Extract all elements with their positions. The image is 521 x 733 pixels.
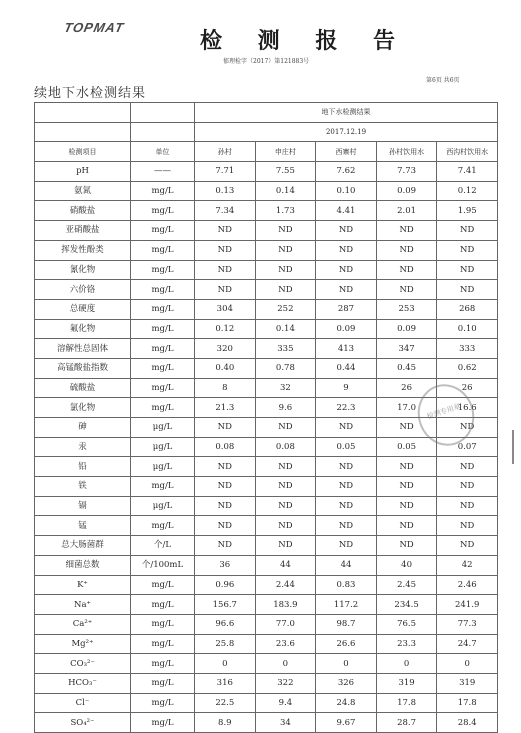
unit-cell: mg/L <box>131 614 195 634</box>
unit-cell: mg/L <box>131 240 195 260</box>
value-cell: 16.6 <box>437 398 498 418</box>
value-cell: 44 <box>316 555 377 575</box>
value-cell: 0.08 <box>195 437 256 457</box>
value-cell: 76.5 <box>376 614 437 634</box>
value-cell: 2.44 <box>255 575 316 595</box>
value-cell: 2.46 <box>437 575 498 595</box>
value-cell: 0.62 <box>437 358 498 378</box>
value-cell: ND <box>376 221 437 241</box>
value-cell: 0.10 <box>437 319 498 339</box>
value-cell: 2.45 <box>376 575 437 595</box>
value-cell: 34 <box>255 713 316 733</box>
sample-date: 2017.12.19 <box>195 122 498 142</box>
value-cell: ND <box>255 536 316 556</box>
value-cell: 234.5 <box>376 595 437 615</box>
item-cell: 溶解性总固体 <box>35 339 131 359</box>
column-header-item: 检测项目 <box>35 142 131 162</box>
value-cell: 96.6 <box>195 614 256 634</box>
table-row <box>35 713 498 733</box>
table-blank-cell <box>131 122 195 142</box>
value-cell: ND <box>376 496 437 516</box>
unit-cell: mg/L <box>131 358 195 378</box>
unit-cell: mg/L <box>131 654 195 674</box>
value-cell: 0.09 <box>316 319 377 339</box>
value-cell: 7.34 <box>195 201 256 221</box>
value-cell: 17.8 <box>376 693 437 713</box>
item-cell: HCO₃⁻ <box>35 673 131 693</box>
value-cell: ND <box>255 280 316 300</box>
value-cell: ND <box>437 221 498 241</box>
value-cell: ND <box>195 221 256 241</box>
table-row <box>35 240 498 260</box>
value-cell: ND <box>437 240 498 260</box>
value-cell: ND <box>376 457 437 477</box>
value-cell: ND <box>376 260 437 280</box>
value-cell: 2.01 <box>376 201 437 221</box>
unit-cell: mg/L <box>131 575 195 595</box>
value-cell: 0.12 <box>195 319 256 339</box>
value-cell: 0.08 <box>255 437 316 457</box>
item-cell: 挥发性酚类 <box>35 240 131 260</box>
value-cell: 253 <box>376 299 437 319</box>
table-row <box>35 457 498 477</box>
value-cell: 268 <box>437 299 498 319</box>
unit-cell: mg/L <box>131 398 195 418</box>
table-row <box>35 516 498 536</box>
item-cell: pH <box>35 162 131 182</box>
value-cell: ND <box>376 418 437 438</box>
value-cell: 0.09 <box>376 319 437 339</box>
value-cell: 413 <box>316 339 377 359</box>
value-cell: ND <box>437 418 498 438</box>
value-cell: ND <box>195 457 256 477</box>
table-row <box>35 181 498 201</box>
item-cell: 细菌总数 <box>35 555 131 575</box>
column-header-site: 西沟村饮用水 <box>437 142 498 162</box>
table-row <box>35 260 498 280</box>
table-blank-cell <box>131 103 195 123</box>
table-row <box>35 575 498 595</box>
unit-cell: mg/L <box>131 339 195 359</box>
column-header-site: 孙村饮用水 <box>376 142 437 162</box>
item-cell: Mg²⁺ <box>35 634 131 654</box>
item-cell: 硝酸盐 <box>35 201 131 221</box>
value-cell: 0.10 <box>316 181 377 201</box>
value-cell: ND <box>255 496 316 516</box>
value-cell: 23.3 <box>376 634 437 654</box>
value-cell: ND <box>316 536 377 556</box>
value-cell: 326 <box>316 673 377 693</box>
value-cell: 17.0 <box>376 398 437 418</box>
value-cell: 0.09 <box>376 181 437 201</box>
unit-cell: —— <box>131 162 195 182</box>
unit-cell: mg/L <box>131 634 195 654</box>
unit-cell: mg/L <box>131 477 195 497</box>
unit-cell: μg/L <box>131 457 195 477</box>
value-cell: ND <box>255 457 316 477</box>
value-cell: ND <box>437 536 498 556</box>
item-cell: 锰 <box>35 516 131 536</box>
table-row <box>35 595 498 615</box>
value-cell: 98.7 <box>316 614 377 634</box>
value-cell: 0.12 <box>437 181 498 201</box>
value-cell: 26 <box>437 378 498 398</box>
item-cell: 总大肠菌群 <box>35 536 131 556</box>
report-number: 郁理检字（2017）第121883号 <box>223 58 310 65</box>
value-cell: 156.7 <box>195 595 256 615</box>
item-cell: 汞 <box>35 437 131 457</box>
value-cell: 117.2 <box>316 595 377 615</box>
value-cell: 28.7 <box>376 713 437 733</box>
unit-cell: mg/L <box>131 319 195 339</box>
unit-cell: μg/L <box>131 496 195 516</box>
value-cell: ND <box>316 418 377 438</box>
value-cell: 335 <box>255 339 316 359</box>
table-row <box>35 673 498 693</box>
unit-cell: mg/L <box>131 181 195 201</box>
value-cell: ND <box>437 457 498 477</box>
value-cell: ND <box>255 240 316 260</box>
value-cell: ND <box>255 260 316 280</box>
value-cell: 322 <box>255 673 316 693</box>
value-cell: 0.07 <box>437 437 498 457</box>
column-header-site: 西寨村 <box>316 142 377 162</box>
value-cell: ND <box>195 536 256 556</box>
item-cell: 氰化物 <box>35 260 131 280</box>
unit-cell: mg/L <box>131 299 195 319</box>
value-cell: ND <box>376 536 437 556</box>
value-cell: 0 <box>376 654 437 674</box>
column-header-unit: 单位 <box>131 142 195 162</box>
item-cell: 铅 <box>35 457 131 477</box>
unit-cell: 个/L <box>131 536 195 556</box>
unit-cell: mg/L <box>131 693 195 713</box>
value-cell: 22.5 <box>195 693 256 713</box>
value-cell: ND <box>316 516 377 536</box>
table-row <box>35 555 498 575</box>
value-cell: 44 <box>255 555 316 575</box>
item-cell: 六价铬 <box>35 280 131 300</box>
value-cell: 4.41 <box>316 201 377 221</box>
value-cell: 0 <box>316 654 377 674</box>
table-row <box>35 162 498 182</box>
item-cell: K⁺ <box>35 575 131 595</box>
unit-cell: mg/L <box>131 221 195 241</box>
table-row <box>35 280 498 300</box>
section-title: 续地下水检测结果 <box>34 86 147 101</box>
table-row <box>35 496 498 516</box>
item-cell: 氨氮 <box>35 181 131 201</box>
value-cell: 1.95 <box>437 201 498 221</box>
value-cell: 316 <box>195 673 256 693</box>
value-cell: 8 <box>195 378 256 398</box>
value-cell: ND <box>255 477 316 497</box>
value-cell: 333 <box>437 339 498 359</box>
page-number: 第6页 共6页 <box>426 77 460 84</box>
value-cell: 28.4 <box>437 713 498 733</box>
value-cell: 32 <box>255 378 316 398</box>
value-cell: ND <box>316 280 377 300</box>
value-cell: 304 <box>195 299 256 319</box>
value-cell: 319 <box>376 673 437 693</box>
table-row <box>35 358 498 378</box>
table-row <box>35 477 498 497</box>
column-header-site: 孙村 <box>195 142 256 162</box>
value-cell: 0 <box>437 654 498 674</box>
value-cell: 0.78 <box>255 358 316 378</box>
value-cell: ND <box>316 457 377 477</box>
value-cell: 25.8 <box>195 634 256 654</box>
value-cell: ND <box>316 260 377 280</box>
table-blank-cell <box>35 122 131 142</box>
value-cell: ND <box>316 240 377 260</box>
table-row <box>35 221 498 241</box>
value-cell: ND <box>316 477 377 497</box>
unit-cell: mg/L <box>131 280 195 300</box>
value-cell: 22.3 <box>316 398 377 418</box>
item-cell: 总硬度 <box>35 299 131 319</box>
item-cell: 氟化物 <box>35 319 131 339</box>
item-cell: 亚硝酸盐 <box>35 221 131 241</box>
report-title: 检 测 报 告 <box>200 28 409 54</box>
value-cell: 9.4 <box>255 693 316 713</box>
value-cell: 319 <box>437 673 498 693</box>
unit-cell: μg/L <box>131 418 195 438</box>
value-cell: 0.05 <box>376 437 437 457</box>
table-row <box>35 339 498 359</box>
unit-cell: mg/L <box>131 673 195 693</box>
unit-cell: mg/L <box>131 378 195 398</box>
table-row <box>35 536 498 556</box>
value-cell: ND <box>316 221 377 241</box>
table-row <box>35 201 498 221</box>
value-cell: ND <box>376 280 437 300</box>
table-row <box>35 693 498 713</box>
value-cell: 0.40 <box>195 358 256 378</box>
value-cell: ND <box>437 516 498 536</box>
value-cell: 241.9 <box>437 595 498 615</box>
value-cell: ND <box>437 280 498 300</box>
value-cell: ND <box>195 280 256 300</box>
value-cell: ND <box>195 496 256 516</box>
value-cell: ND <box>316 496 377 516</box>
column-header-site: 申庄村 <box>255 142 316 162</box>
inspection-seal-stamp: 检测专用章 <box>410 377 482 453</box>
value-cell: ND <box>376 516 437 536</box>
item-cell: 镉 <box>35 496 131 516</box>
table-row <box>35 614 498 634</box>
item-cell: 硫酸盐 <box>35 378 131 398</box>
value-cell: 77.3 <box>437 614 498 634</box>
item-cell: 氯化物 <box>35 398 131 418</box>
value-cell: 17.8 <box>437 693 498 713</box>
value-cell: 0.13 <box>195 181 256 201</box>
value-cell: ND <box>376 240 437 260</box>
item-cell: Ca²⁺ <box>35 614 131 634</box>
value-cell: 0.44 <box>316 358 377 378</box>
value-cell: 8.9 <box>195 713 256 733</box>
value-cell: ND <box>195 418 256 438</box>
value-cell: 0.83 <box>316 575 377 595</box>
scan-edge-mark <box>512 430 514 464</box>
value-cell: 287 <box>316 299 377 319</box>
unit-cell: mg/L <box>131 201 195 221</box>
value-cell: 252 <box>255 299 316 319</box>
value-cell: 7.62 <box>316 162 377 182</box>
table-row <box>35 319 498 339</box>
value-cell: ND <box>437 496 498 516</box>
item-cell: 高锰酸盐指数 <box>35 358 131 378</box>
value-cell: 320 <box>195 339 256 359</box>
value-cell: 36 <box>195 555 256 575</box>
unit-cell: μg/L <box>131 437 195 457</box>
value-cell: 0 <box>255 654 316 674</box>
value-cell: ND <box>255 516 316 536</box>
table-row <box>35 437 498 457</box>
unit-cell: 个/100mL <box>131 555 195 575</box>
value-cell: 7.41 <box>437 162 498 182</box>
item-cell: CO₃²⁻ <box>35 654 131 674</box>
value-cell: 24.8 <box>316 693 377 713</box>
value-cell: ND <box>437 260 498 280</box>
value-cell: 7.71 <box>195 162 256 182</box>
value-cell: 0.05 <box>316 437 377 457</box>
unit-cell: mg/L <box>131 516 195 536</box>
unit-cell: mg/L <box>131 713 195 733</box>
value-cell: ND <box>437 477 498 497</box>
value-cell: 26.6 <box>316 634 377 654</box>
value-cell: ND <box>195 260 256 280</box>
table-caption: 地下水检测结果 <box>195 103 498 123</box>
value-cell: 0.14 <box>255 319 316 339</box>
value-cell: 9.67 <box>316 713 377 733</box>
value-cell: ND <box>195 240 256 260</box>
value-cell: 0.14 <box>255 181 316 201</box>
value-cell: ND <box>195 477 256 497</box>
value-cell: 24.7 <box>437 634 498 654</box>
value-cell: 40 <box>376 555 437 575</box>
table-row <box>35 299 498 319</box>
value-cell: 347 <box>376 339 437 359</box>
value-cell: 26 <box>376 378 437 398</box>
item-cell: 铁 <box>35 477 131 497</box>
value-cell: 1.73 <box>255 201 316 221</box>
value-cell: 42 <box>437 555 498 575</box>
value-cell: 9 <box>316 378 377 398</box>
value-cell: ND <box>255 418 316 438</box>
table-row <box>35 654 498 674</box>
table-row <box>35 634 498 654</box>
company-logo: TOPMAT <box>62 20 126 35</box>
value-cell: ND <box>255 221 316 241</box>
value-cell: 0.96 <box>195 575 256 595</box>
value-cell: 0 <box>195 654 256 674</box>
value-cell: 23.6 <box>255 634 316 654</box>
unit-cell: mg/L <box>131 595 195 615</box>
value-cell: 7.55 <box>255 162 316 182</box>
value-cell: 0.45 <box>376 358 437 378</box>
value-cell: ND <box>376 477 437 497</box>
item-cell: 砷 <box>35 418 131 438</box>
value-cell: 21.3 <box>195 398 256 418</box>
unit-cell: mg/L <box>131 260 195 280</box>
value-cell: 9.6 <box>255 398 316 418</box>
value-cell: 183.9 <box>255 595 316 615</box>
table-blank-cell <box>35 103 131 123</box>
item-cell: Na⁺ <box>35 595 131 615</box>
value-cell: 7.73 <box>376 162 437 182</box>
value-cell: ND <box>195 516 256 536</box>
item-cell: Cl⁻ <box>35 693 131 713</box>
item-cell: SO₄²⁻ <box>35 713 131 733</box>
value-cell: 77.0 <box>255 614 316 634</box>
